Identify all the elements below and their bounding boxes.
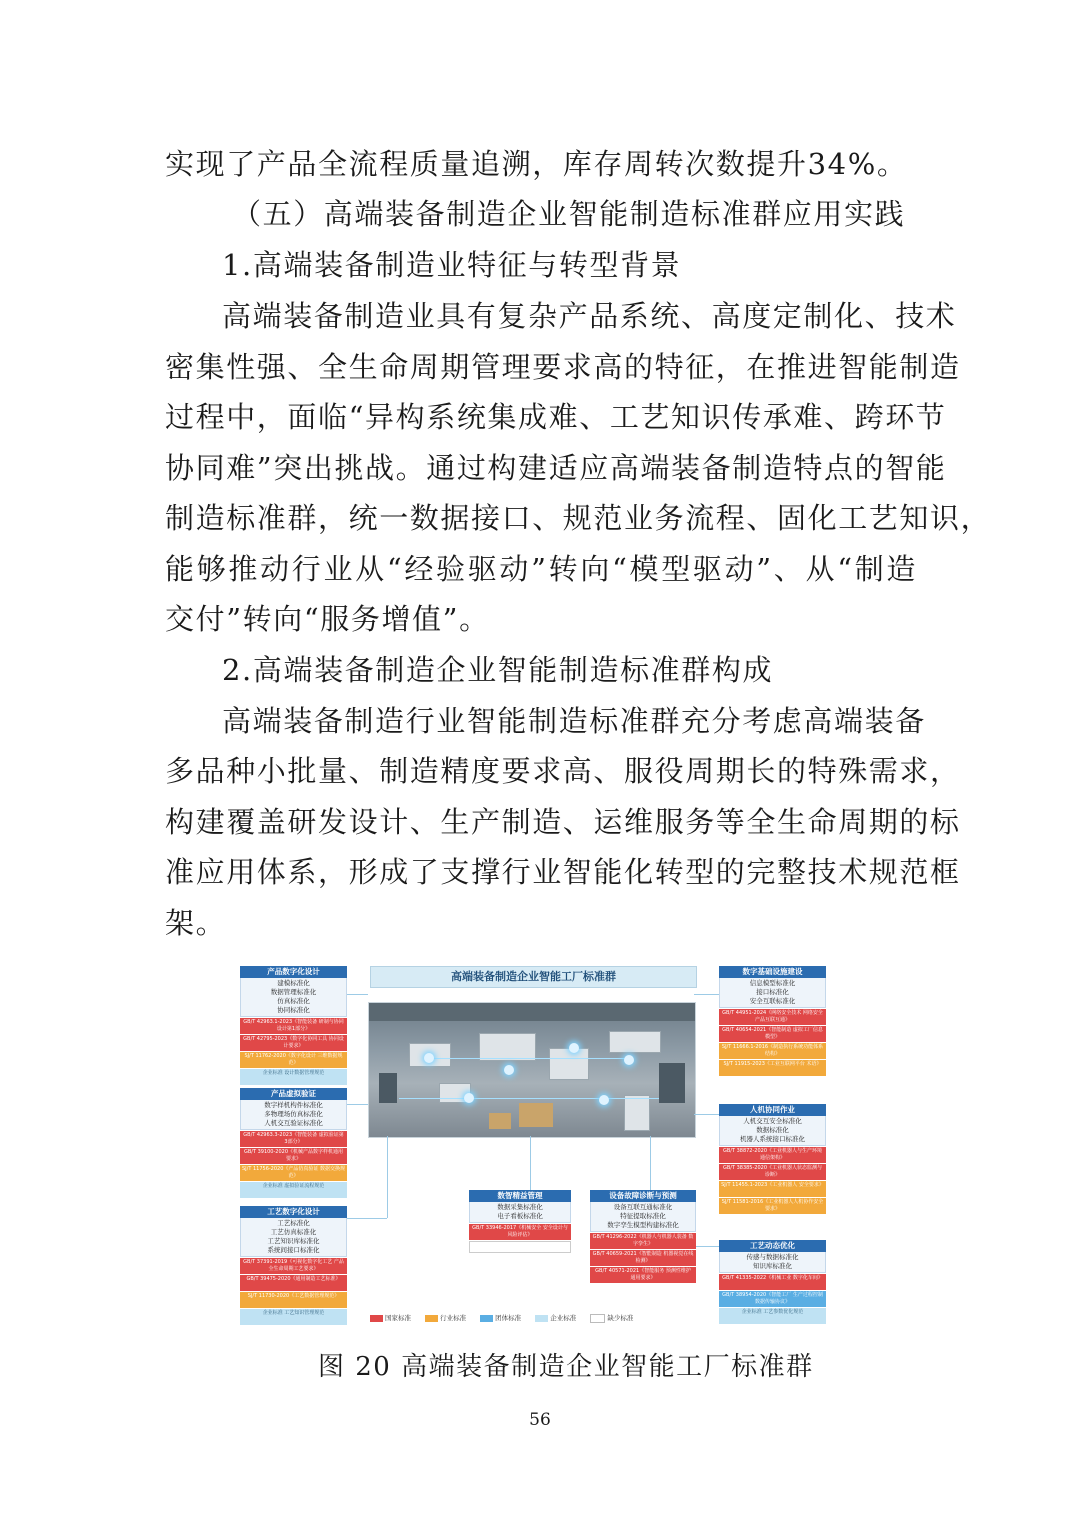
std-national: GB/T 41335-2022《机械工业 数字化车间》 [719, 1274, 826, 1290]
std-industry: SJ/T 11730-2020《工艺数据管理规范》 [240, 1292, 347, 1308]
panel-item: 人机交互验证标准化 [264, 1119, 323, 1127]
panel-item: 数字孪生模型构建标准化 [607, 1221, 679, 1229]
panel-maintenance [590, 1190, 696, 1283]
std-missing [469, 1241, 571, 1253]
panel-item: 数据管理标准化 [270, 988, 317, 996]
panel-product-verify [240, 1088, 347, 1198]
panel-header: 工艺数字化设计 [240, 1206, 347, 1218]
figure-title: 高端装备制造企业智能工厂标准群 [370, 966, 697, 988]
std-national: GB/T 39100-2020《机械产品数字样机通用要求》 [240, 1148, 347, 1164]
std-industry: SJ/T 11455.1-2023《工业机器人 安全要求》 [719, 1181, 826, 1197]
paragraph-line: 制造标准群，统一数据接口、规范业务流程、固化工艺知识， [165, 501, 992, 535]
factory-photo [368, 1002, 696, 1138]
std-national: GB/T 42963.1-2023《智能装备 研制与协同设计第1部分》 [240, 1018, 347, 1034]
legend-item: 团体标准 [480, 1314, 521, 1322]
legend-item: 企业标准 [535, 1314, 576, 1322]
std-national: GB/T 44951-2024《网络安全技术 网络安全产品互联互通》 [719, 1009, 826, 1025]
std-industry: SJ/T 11756-2020《产品仿真验证 数据交换规范》 [242, 1166, 346, 1179]
paragraph-line: 能够推动行业从“经验驱动”转向“模型驱动”、从“制造 [165, 552, 917, 586]
panel-item: 工艺标准化 [277, 1219, 310, 1227]
std-national: GB/T 40659-2021《智能制造 机器视觉在线检测》 [590, 1250, 696, 1266]
panel-item: 设备互联互通标准化 [613, 1203, 673, 1211]
std-national: GB/T 39475-2020《通用制造工艺标准》 [240, 1275, 347, 1291]
panel-item: 安全互联标准化 [749, 997, 796, 1005]
panel-header: 人机协同作业 [719, 1104, 826, 1116]
panel-process-opt [719, 1240, 826, 1324]
panel-header: 设备故障诊断与预测 [590, 1190, 696, 1202]
page-number: 56 [529, 1410, 551, 1430]
paragraph-line: 多品种小批量、制造精度要求高、服役周期长的特殊需求， [165, 754, 961, 788]
std-enterprise: 企业标准 工艺知识管理规范 [240, 1309, 347, 1325]
paragraph-line: 架。 [165, 906, 227, 940]
panel-item: 数据采集标准化 [497, 1203, 543, 1211]
std-national: GB/T 37391-2019《可视化数字化工艺 产品全生命周期工艺要求》 [240, 1258, 347, 1274]
std-industry: SJ/T 11666.1-2016《制造执行系统功能体系结构》 [719, 1043, 826, 1059]
panel-header: 数字基础设施建设 [719, 966, 826, 978]
legend-item: 缺少标准 [590, 1314, 633, 1322]
panel-item: 人机交互安全标准化 [743, 1117, 802, 1125]
panel-header: 工艺动态优化 [719, 1240, 826, 1252]
panel-header: 产品虚拟验证 [240, 1088, 347, 1100]
section-heading: （五）高端装备制造企业智能制造标准群应用实践 [232, 197, 906, 231]
panel-item: 电子看板标准化 [497, 1212, 543, 1220]
paragraph-line: 过程中，面临“异构系统集成难、工艺知识传承难、跨环节 [165, 400, 947, 434]
std-national: GB/T 41296-2022《机器人与机器人装备 数字孪生》 [590, 1233, 696, 1249]
std-national: GB/T 33946-2017《机械安全 安全设计与风险评估》 [469, 1224, 571, 1240]
legend-item: 行业标准 [425, 1314, 466, 1322]
panel-item: 工艺仿真标准化 [270, 1228, 317, 1236]
paragraph-line: 交付”转向“服务增值”。 [165, 602, 490, 636]
panel-item: 特征提取标准化 [620, 1212, 666, 1220]
figure-legend [370, 1313, 645, 1323]
subheading: 1.高端装备制造业特征与转型背景 [222, 248, 682, 282]
panel-item: 数字样机构件标准化 [264, 1101, 323, 1109]
paragraph-line: 高端装备制造行业智能制造标准群充分考虑高端装备 [222, 704, 926, 738]
panel-item: 传感与数据标准化 [746, 1253, 799, 1261]
panel-human-machine [719, 1104, 826, 1214]
std-national: GB/T 40571-2021《智能服务 预测性维护 通用要求》 [590, 1267, 696, 1283]
panel-item: 知识库标准化 [753, 1262, 792, 1270]
panel-product-design [240, 966, 347, 1085]
std-industry: SJ/T 11915-2023《工业互联网平台 术语》 [719, 1060, 826, 1076]
std-industry: SJ/T 11762-2020《数字化设计 三维数据规范》 [240, 1052, 347, 1068]
std-enterprise: 企业标准 虚拟验证流程规范 [240, 1182, 347, 1198]
std-national: GB/T 38385-2020《工业机器人状态监测与诊断》 [719, 1164, 826, 1180]
panel-item: 仿真标准化 [277, 997, 310, 1005]
std-industry: SJ/T 11581-2016《工业机器人人机协作安全要求》 [719, 1198, 826, 1214]
std-national: GB/T 40654-2021《智能制造 虚拟工厂信息模型》 [719, 1026, 826, 1042]
subheading: 2.高端装备制造企业智能制造标准群构成 [222, 653, 774, 687]
standards-figure [240, 964, 826, 1324]
paragraph-line: 协同难”突出挑战。通过构建适应高端装备制造特点的智能 [165, 451, 947, 485]
paragraph-line: 高端装备制造业具有复杂产品系统、高度定制化、技术 [222, 299, 957, 333]
std-national: GB/T 42963.3-2023《智能装备 虚拟验证第3部分》 [240, 1131, 347, 1147]
panel-quality [469, 1190, 571, 1253]
panel-item: 信息模型标准化 [749, 979, 796, 987]
panel-header: 产品数字化设计 [240, 966, 347, 978]
text-line: 实现了产品全流程质量追溯，库存周转次数提升34%。 [165, 147, 908, 181]
std-enterprise: 企业标准 工艺参数优化规范 [719, 1308, 826, 1324]
panel-item: 多物理场仿真标准化 [264, 1110, 323, 1118]
std-national: GB/T 38872-2020《工业机器人与生产环境通信架构》 [719, 1147, 826, 1163]
std-national: GB/T 42795-2023《数字化协同工具 协同设计要求》 [240, 1035, 347, 1051]
panel-item: 数据标准化 [756, 1126, 789, 1134]
panel-item: 工艺知识库标准化 [267, 1237, 320, 1245]
panel-header: 数智精益管理 [469, 1190, 571, 1202]
paragraph-line: 准应用体系，形成了支撑行业智能化转型的完整技术规范框 [165, 855, 961, 889]
panel-digital-infra [719, 966, 826, 1076]
panel-item: 接口标准化 [756, 988, 789, 996]
paragraph-line: 密集性强、全生命周期管理要求高的特征，在推进智能制造 [165, 350, 961, 384]
legend-item: 国家标准 [370, 1314, 411, 1322]
panel-item: 机器人系统接口标准化 [740, 1135, 805, 1143]
figure-caption: 图 20 高端装备制造企业智能工厂标准群 [318, 1352, 814, 1382]
panel-item: 系统间接口标准化 [267, 1246, 320, 1254]
paragraph-line: 构建覆盖研发设计、生产制造、运维服务等全生命周期的标 [165, 805, 961, 839]
std-enterprise: 企业标准 设计数据管理规范 [240, 1069, 347, 1085]
panel-process-design [240, 1206, 347, 1325]
panel-item: 建模标准化 [277, 979, 310, 987]
panel-item: 协同标准化 [277, 1006, 310, 1014]
std-group: GB/T 38954-2020《智能工厂 生产过程控制数据传输协议》 [719, 1291, 826, 1307]
